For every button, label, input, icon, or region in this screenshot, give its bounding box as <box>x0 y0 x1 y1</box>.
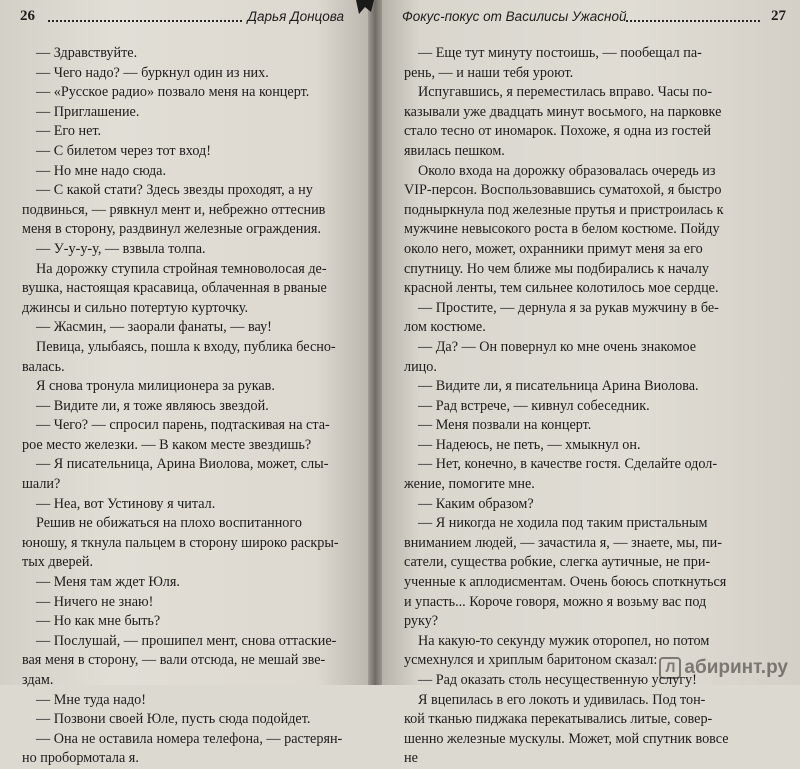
text-line: — Видите ли, я тоже являюсь звездой. <box>36 397 269 414</box>
text-line: не <box>404 750 418 767</box>
text-line: сатели, существа робкие, слегка аутичные, не при- <box>404 554 711 571</box>
text-line: — Меня там ждет Юля. <box>36 574 180 591</box>
text-line: рень, — и наши тебя уроют. <box>404 64 574 81</box>
text-line: — Да? — Он повернул ко мне очень знакомое <box>418 338 697 355</box>
text-line: Я вцепилась в его локоть и удивилась. Под тон- <box>418 691 706 708</box>
text-line: — Я никогда не ходила под таким пристальным <box>418 515 708 532</box>
text-line: — Видите ли, я писательница Арина Виолова. <box>418 378 699 395</box>
text-line: лом костюме. <box>404 319 486 336</box>
text-line: — С билетом через тот вход! <box>36 142 211 159</box>
text-line: — Жасмин, — заорали фанаты, — вау! <box>36 319 272 336</box>
text-line: шали? <box>22 476 61 493</box>
labirint-watermark <box>659 657 788 679</box>
text-line: — С какой стати? Здесь звезды проходят, а ну <box>36 182 313 199</box>
right-page-header <box>394 8 786 30</box>
text-line: и упасть... Короче говоря, можно я возьму вас под <box>404 593 707 610</box>
text-line: — Меня позвали на концерт. <box>418 417 592 434</box>
left-page-header <box>20 8 362 30</box>
text-line: — Чего надо? — буркнул один из них. <box>36 64 269 81</box>
text-line: — Надеюсь, не петь, — хмыкнул он. <box>418 436 641 453</box>
text-line: вниманием людей, — зачастила я, — знаете, мы, пи- <box>404 534 722 551</box>
text-line: шенно железные мускулы. Может, мой спутник вовсе <box>404 730 729 747</box>
text-line: вушка, настоящая красавица, облаченная в рваные <box>22 280 327 297</box>
text-line: Решив не обижаться на плохо воспитанного <box>36 515 302 532</box>
text-line: — Его нет. <box>36 123 102 140</box>
text-line: — Но как мне быть? <box>36 613 161 630</box>
text-line: Около входа на дорожку образовалась очередь из <box>418 162 716 179</box>
text-line: меня в сторону, раздвинул железные ограждения. <box>22 221 321 238</box>
text-line: — Она не оставила номера телефона, — растерян- <box>36 730 343 747</box>
text-line: но пробормотала я. <box>22 750 139 767</box>
text-line: — Приглашение. <box>36 103 140 120</box>
header-dotted-rule <box>48 20 242 22</box>
text-line: — Ничего не знаю! <box>36 593 154 610</box>
text-line: — Каким образом? <box>418 495 534 512</box>
text-line: — Чего? — спросил парень, подтаскивая на ста- <box>36 417 330 434</box>
text-line: красной ленты, тем сильнее колотилось мое сердце. <box>404 280 719 297</box>
text-line: Я снова тронула милиционера за рукав. <box>36 378 275 395</box>
text-line: — Здравствуйте. <box>36 45 138 61</box>
right-page <box>378 0 800 767</box>
labirint-logo-icon: Л <box>659 657 681 679</box>
text-line: джинсы и сильно потертую курточку. <box>22 299 249 316</box>
text-line: усмехнулся и хриплым баритоном сказал: <box>404 652 658 669</box>
text-line: — Еще тут минуту постоишь, — пообещал па- <box>418 45 702 61</box>
left-page <box>0 0 372 767</box>
text-line: жение, помогите мне. <box>404 476 535 493</box>
text-line: — Неа, вот Устинову я читал. <box>36 495 216 512</box>
text-line: мужчине невысокого роста в белом костюме. Пойду <box>404 221 720 238</box>
text-line: — Я писательница, Арина Виолова, может, слы- <box>36 456 329 473</box>
text-line: стало тесно от иномарок. Похоже, я одна из гостей <box>404 123 711 140</box>
text-line: здам. <box>22 672 54 688</box>
text-line: — Простите, — дернула я за рукав мужчину в бе- <box>418 299 719 316</box>
text-line: На какую-то секунду мужик оторопел, но потом <box>418 632 710 649</box>
header-dotted-rule <box>626 20 760 22</box>
text-line: — Мне туда надо! <box>36 691 146 708</box>
watermark-text: абиринт.ру <box>684 657 788 678</box>
text-line: — Рад встрече, — кивнул собеседник. <box>418 397 650 414</box>
text-line: VIP-персон. Воспользовавшись суматохой, я быстро <box>404 182 722 199</box>
text-line: около него, может, охранники примут меня за его <box>404 240 703 257</box>
text-line: лицо. <box>404 358 437 375</box>
text-line: вая меня в сторону, — вали отсюда, не мешай зве- <box>22 652 326 669</box>
text-line: подныркнула под железные прутья и пристроилась к <box>404 201 724 218</box>
left-page-text <box>22 44 358 769</box>
text-line: Певица, улыбаясь, пошла к входу, публика бесно- <box>36 338 336 355</box>
text-line: подвинься, — рявкнул мент и, небрежно оттеснив <box>22 201 326 218</box>
text-line: явилась пешком. <box>404 142 505 159</box>
text-line: — «Русское радио» позвало меня на концерт. <box>36 84 310 101</box>
text-line: На дорожку ступила стройная темноволосая де- <box>36 260 327 277</box>
text-line: рое место железки. — В каком месте звездишь? <box>22 436 312 453</box>
text-line: — Рад оказать столь несущественную услугу! <box>418 672 697 688</box>
text-line: руку? <box>404 613 439 630</box>
text-line: тых дверей. <box>22 554 94 571</box>
text-line: валась. <box>22 358 65 375</box>
text-line: — Послушай, — прошипел мент, снова оттаские- <box>36 632 337 649</box>
text-line: кой тканью пиджака перекатывались литые, совер- <box>404 711 713 728</box>
text-line: — Позвони своей Юле, пусть сюда подойдет. <box>36 711 311 728</box>
running-title-author: Дарья Донцова <box>247 9 344 24</box>
text-line: юношу, я ткнула пальцем в сторону широко раскры- <box>22 534 339 551</box>
book-gutter <box>368 0 382 685</box>
text-line: ученные к аплодисментам. Очень боюсь споткнуться <box>404 574 727 591</box>
text-line: казывали уже двадцать минут восьмого, на парковке <box>404 103 722 120</box>
text-line: — Нет, конечно, в качестве гостя. Сделайте одол- <box>418 456 718 473</box>
text-line: Испугавшись, я переместилась вправо. Часы по- <box>418 84 712 101</box>
text-line: — Но мне надо сюда. <box>36 162 167 179</box>
running-title-book: Фокус-покус от Василисы Ужасной <box>402 9 627 24</box>
page-number-right: 27 <box>771 8 786 24</box>
bookmark-ribbon-icon <box>354 0 376 26</box>
text-line: — У-у-у-у, — взвыла толпа. <box>36 240 206 257</box>
page-number-left: 26 <box>20 8 35 24</box>
text-line: спутницу. Но чем ближе мы подбирались к началу <box>404 260 709 277</box>
